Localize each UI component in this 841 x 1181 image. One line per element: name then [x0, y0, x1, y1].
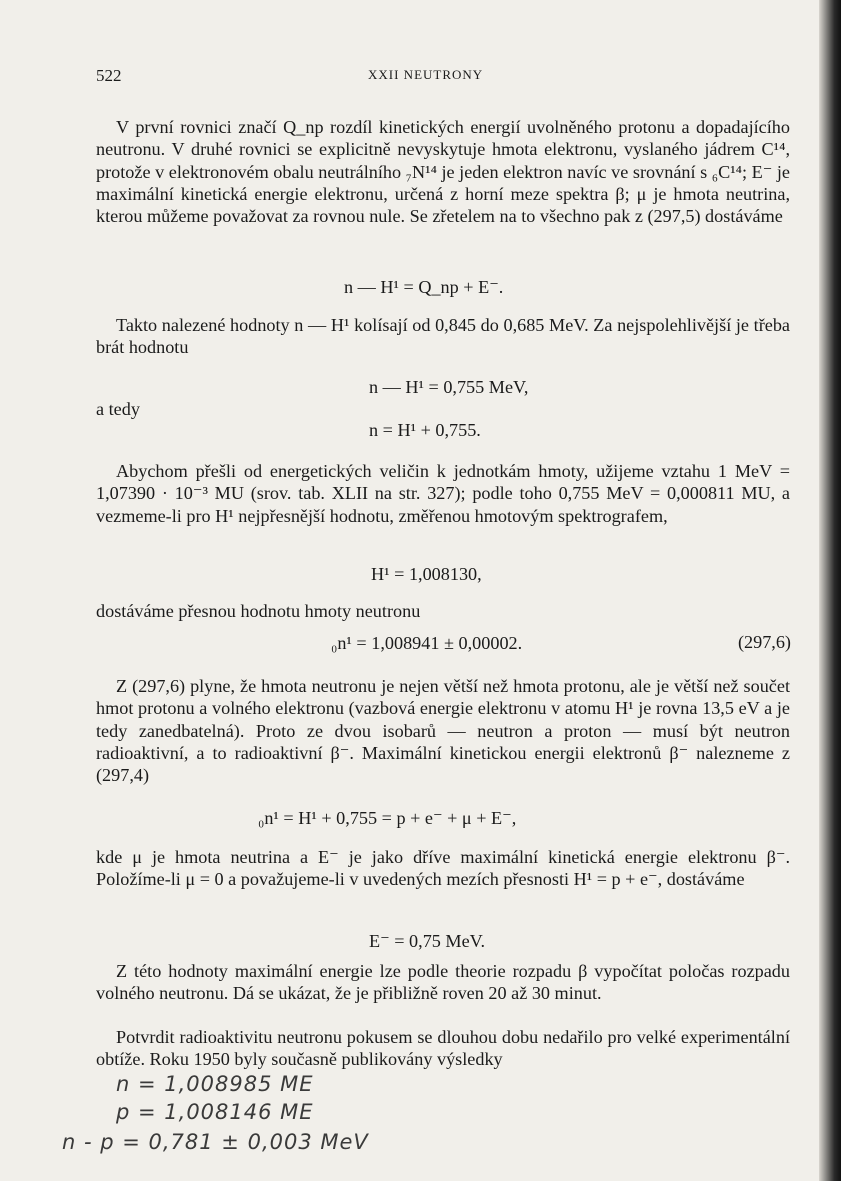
equation-3-lead: a tedy	[96, 399, 140, 419]
equation-6: ₀n¹ = H¹ + 0,755 = p + e⁻ + μ + E⁻,	[258, 808, 517, 828]
paragraph-3: Abychom přešli od energetických veličin k jednotkám hmoty, užijeme vztahu 1 MeV = 1,07390 · 10⁻³ MU (srov. tab. XLII na str. 327); podle toho 0,755 MeV = 0,000811 MU, a vezmeme-li pro H¹ nejpřesnější hodnotu, změřenou hmotovým spektrografem,	[96, 461, 790, 526]
paragraph-8: Potvrdit radioaktivitu neutronu pokusem se dlouhou dobu nedařilo pro velké experimentální obtíže. Roku 1950 byly současně publikovány výsledky	[96, 1027, 790, 1070]
equation-2: n — H¹ = 0,755 MeV,	[369, 377, 529, 397]
equation-5-number: (297,6)	[737, 632, 791, 652]
page-edge-shadow	[819, 0, 841, 1181]
handwritten-note-2: p = 1,008146 ME	[116, 1100, 314, 1124]
paragraph-5: Z (297,6) plyne, že hmota neutronu je nejen větší než hmota protonu, ale je větší než součet hmot protonu a volného elektronu (vazbová energie elektronu v atomu H¹ je rovna 13,5 eV a je tedy zanedbatelná). Proto ze dvou isobarů — neutron a proton — musí být neutron radioaktivní, a to radioaktivní β⁻. Maximální kinetickou energii elektronů β⁻ nalezneme z (297,4)	[96, 676, 790, 786]
paragraph-4: dostáváme přesnou hodnotu hmoty neutronu	[96, 601, 421, 621]
equation-7: E⁻ = 0,75 MeV.	[369, 931, 486, 951]
handwritten-note-3: n - p = 0,781 ± 0,003 MeV	[62, 1130, 369, 1154]
paragraph-2: Takto nalezené hodnoty n — H¹ kolísají od 0,845 do 0,685 MeV. Za nejspolehlivější je třeba brát hodnotu	[96, 315, 790, 358]
paragraph-6: kde μ je hmota neutrina a E⁻ je jako dříve maximální kinetická energie elektronu β⁻. Položíme-li μ = 0 a považujeme-li v uvedených mezích přesnosti H¹ = p + e⁻, dostáváme	[96, 847, 790, 890]
paragraph-1: V první rovnici značí Q_np rozdíl kinetických energií uvolněného protonu a dopadajícího neutronu. V druhé rovnici se explicitně nevyskytuje hmota elektronu, vyslaného jádrem C¹⁴, protože v elektronovém obalu neutrálního ₇N¹⁴ je jeden elektron navíc ve srovnání s ₆C¹⁴; E⁻ je maximální kinetická energie elektronu, určená z horní meze spektra β; μ je hmota neutrina, kterou můžeme považovat za rovnou nule. Se zřetelem na to všechno pak z (297,5) dostáváme	[96, 117, 790, 227]
handwritten-note-1: n = 1,008985 ME	[116, 1072, 314, 1096]
running-title: XXII NEUTRONY	[368, 67, 484, 82]
paragraph-7: Z této hodnoty maximální energie lze podle theorie rozpadu β vypočítat poločas rozpadu volného neutronu. Dá se ukázat, že je přibližně roven 20 až 30 minut.	[96, 961, 790, 1004]
equation-1: n — H¹ = Q_np + E⁻.	[344, 277, 504, 297]
equation-5: ₀n¹ = 1,008941 ± 0,00002.	[331, 633, 523, 653]
page-number: 522	[96, 66, 122, 85]
equation-4: H¹ = 1,008130,	[371, 564, 482, 584]
page-header	[96, 66, 790, 88]
equation-3: n = H¹ + 0,755.	[369, 420, 481, 440]
